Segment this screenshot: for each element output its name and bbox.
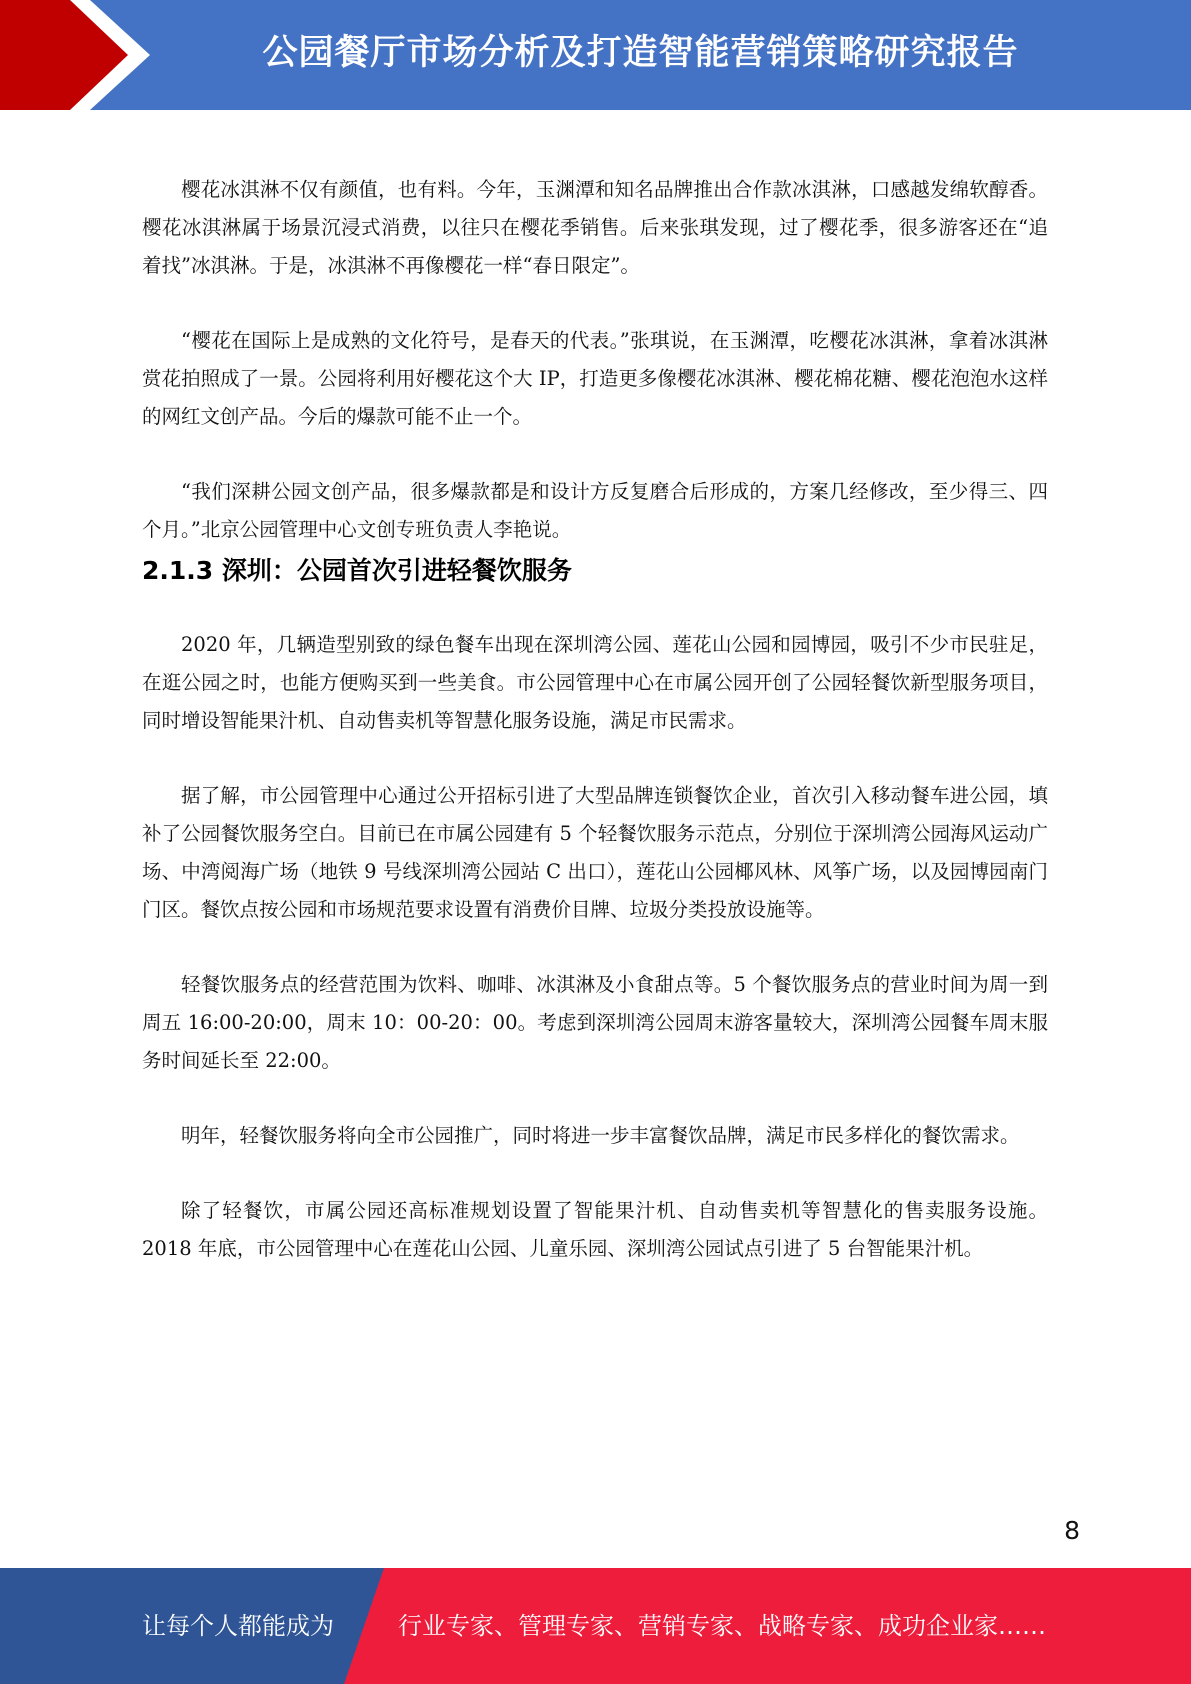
- header-arrow-decoration: [0, 0, 160, 110]
- paragraph: 明年，轻餐饮服务将向全市公园推广，同时将进一步丰富餐饮品牌，满足市民多样化的餐饮需求。: [181, 1124, 1020, 1147]
- paragraph: “樱花在国际上是成熟的文化符号，是春天的代表。”张琪说，在玉渊潭，吃樱花冰淇淋，拿着冰淇淋赏花拍照成了一景。公园将利用好樱花这个大 IP，打造更多像樱花冰淇淋、樱花棉花糖、樱花泡泡水这样的网红文创产品。今后的爆款可能不止一个。: [142, 329, 1048, 428]
- paragraph: 轻餐饮服务点的经营范围为饮料、咖啡、冰淇淋及小食甜点等。5 个餐饮服务点的营业时间为周一到周五 16:00-20:00，周末 10：00-20：00。考虑到深圳湾公园周末游客量较大，深圳湾公园餐车周末服务时间延长至 22:00。: [142, 973, 1048, 1072]
- footer-slogan-left: 让每个人都能成为: [142, 1612, 334, 1640]
- footer-slogan-right: 行业专家、管理专家、营销专家、战略专家、成功企业家……: [398, 1612, 1046, 1640]
- paragraph: 2020 年，几辆造型别致的绿色餐车出现在深圳湾公园、莲花山公园和园博园，吸引不少市民驻足，在逛公园之时，也能方便购买到一些美食。市公园管理中心在市属公园开创了公园轻餐饮新型服务项目，同时增设智能果汁机、自动售卖机等智慧化服务设施，满足市民需求。: [142, 633, 1048, 732]
- section-heading: 2.1.3 深圳：公园首次引进轻餐饮服务: [142, 556, 572, 585]
- paragraph: 樱花冰淇淋不仅有颜值，也有料。今年，玉渊潭和知名品牌推出合作款冰淇淋，口感越发绵软醇香。樱花冰淇淋属于场景沉浸式消费，以往只在樱花季销售。后来张琪发现，过了樱花季，很多游客还在“追着找”冰淇淋。于是，冰淇淋不再像樱花一样“春日限定”。: [142, 178, 1048, 277]
- paragraph: 据了解，市公园管理中心通过公开招标引进了大型品牌连锁餐饮企业，首次引入移动餐车进公园，填补了公园餐饮服务空白。目前已在市属公园建有 5 个轻餐饮服务示范点，分别位于深圳湾公园海风运动广场、中湾阅海广场（地铁 9 号线深圳湾公园站 C 出口），莲花山公园椰风林、风筝广场，以及园博园南门门区。餐饮点按公园和市场规范要求设置有消费价目牌、垃圾分类投放设施等。: [142, 784, 1048, 921]
- paragraph: 除了轻餐饮，市属公园还高标准规划设置了智能果汁机、自动售卖机等智慧化的售卖服务设施。2018 年底，市公园管理中心在莲花山公园、儿童乐园、深圳湾公园试点引进了 5 台智能果汁机。: [142, 1199, 1048, 1260]
- document-body: [142, 171, 1048, 1305]
- page-header: [0, 0, 1191, 110]
- header-title: 公园餐厅市场分析及打造智能营销策略研究报告: [262, 33, 1019, 73]
- paragraph: “我们深耕公园文创产品，很多爆款都是和设计方反复磨合后形成的，方案几经修改，至少得三、四个月。”北京公园管理中心文创专班负责人李艳说。: [142, 480, 1048, 541]
- page-footer: [0, 1568, 1191, 1684]
- page-number: 8: [1064, 1516, 1080, 1545]
